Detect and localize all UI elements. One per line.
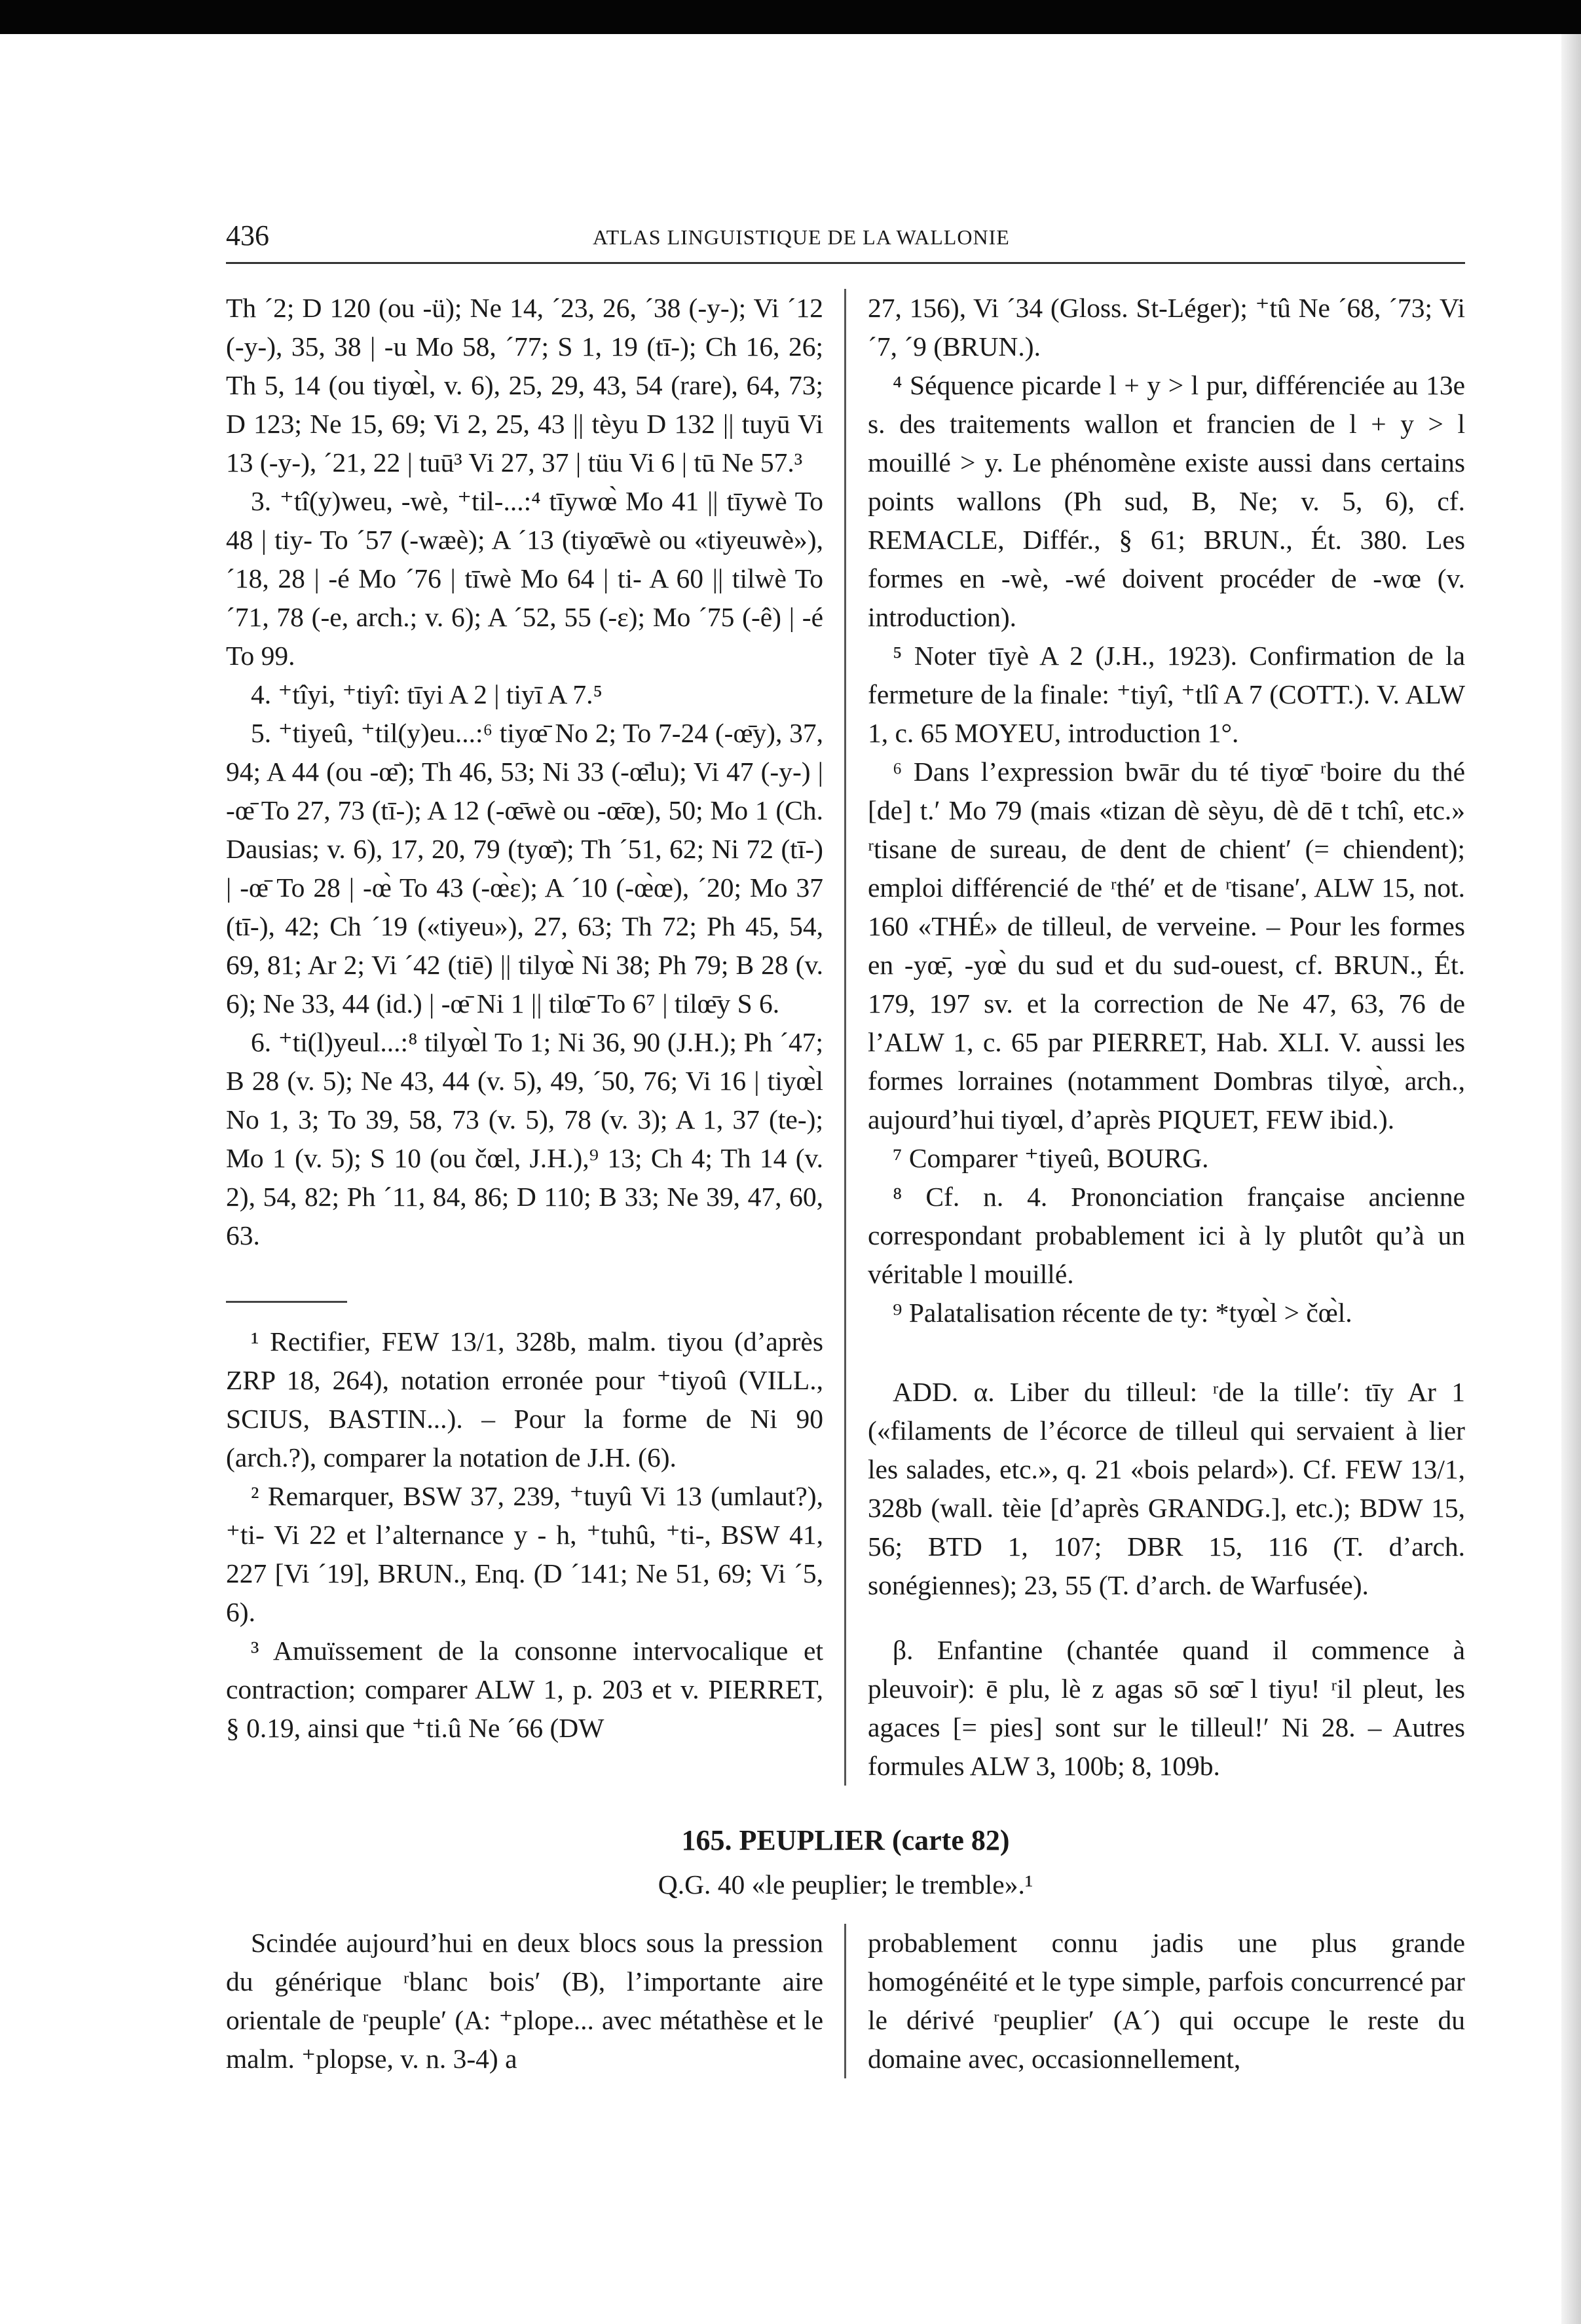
scan-right-edge-shadow [1561, 34, 1581, 2324]
right-column [868, 289, 1465, 1786]
running-header [226, 216, 1465, 264]
addition-alpha: ADD. α. Liber du tilleul: ʳde la tilleʹ: tīy Ar 1 («filaments de l’écorce de tilleul qui servaient à lier les salades, etc.», q. 21 «bois pelard»). Cf. FEW 13/1, 328b (wall. tèie [d’après GRANDG.], etc.); BDW 15, 56; BTD 1, 107; DBR 15, 116 (T. d’arch. sonégiennes); 23, 55 (T. d’arch. de Warfusée). [868, 1377, 1465, 1600]
section-title: 165. PEUPLIER (carte 82) [681, 1824, 1010, 1856]
left-paragraph-3: 4. ⁺tîyi, ⁺tiyî: tīyi A 2 | tiyī A 7.⁵ [251, 679, 603, 709]
scan-top-band [0, 0, 1581, 34]
section-left-text: Scindée aujourd’hui en deux blocs sous la pression du générique ʳblanc boisʹ (B), l’importante aire orientale de ʳpeupleʹ (A: ⁺plope... avec métathèse et le malm. ⁺plopse, v. n. 3-4) a [226, 1928, 823, 2074]
left-paragraph-1: Th ´2; D 120 (ou -ü); Ne 14, ´23, 26, ´38 (-y-); Vi ´12 (-y-), 35, 38 | -u Mo 58, ´77; S 1, 19 (tī-); Ch 16, 26; Th 5, 14 (ou tiyœ̀l, v. 6), 25, 29, 43, 54 (rare), 64, 73; D 123; Ne 15, 69; Vi 2, 25, 43 || tèyu D 132 || tuyū Vi 13 (-y-), ´21, 22 | tuū³ Vi 27, 37 | tüu Vi 6 | tū Ne 57.³ [226, 293, 823, 478]
section-left-column [226, 1924, 823, 2078]
page-number: 436 [226, 219, 269, 252]
column-divider [844, 289, 846, 1786]
footnote-5: ⁵ Noter tīyè A 2 (J.H., 1923). Confirmation de la fermeture de la finale: ⁺tiyî, ⁺tlî A 7 (COTT.). V. ALW 1, c. 65 MOYEU, introduction 1°. [868, 641, 1465, 748]
section-column-divider [844, 1924, 846, 2078]
footnote-4: ⁴ Séquence picarde l + y > l pur, différenciée au 13e s. des traitements wallon et francien de l + y > l mouillé > y. Le phénomène existe aussi dans certains points wallons (Ph sud, B, Ne; v. 5, 6), cf. REMACLE, Différ., § 61; BRUN., Ét. 380. Les formes en -wè, -wé doivent procéder de -wœ (v. introduction). [868, 370, 1465, 632]
left-paragraph-2: 3. ⁺tî(y)weu, -wè, ⁺til-...:⁴ tīywœ̀ Mo 41 || tīywè To 48 | tiy- To ´57 (-wæè); A ´13 (tiyœ̄wè ou «tiyeuwè»), ´18, 28 | -é Mo ´76 | tīwè Mo 64 | ti- A 60 || tilwè To ´71, 78 (-e, arch.; v. 6); A ´52, 55 (-ɛ); Mo ´75 (-ê) | -é To 99. [226, 486, 823, 671]
section-right-text: probablement connu jadis une plus grande homogénéité et le type simple, parfois concurrencé par le dérivé ʳpeuplierʹ (A´) qui occupe le reste du domaine avec, occasionnellement, [868, 1928, 1465, 2074]
addition-beta: β. Enfantine (chantée quand il commence à pleuvoir): ē plu, lè z agas sō sœ̄ l tiyu! ʳil pleut, les agaces [= pies] sont sur le tilleul!ʹ Ni 28. – Autres formules ALW 3, 100b; 8, 109b. [868, 1635, 1465, 1781]
footnote-2: ² Remarquer, BSW 37, 239, ⁺tuyû Vi 13 (umlaut?), ⁺ti- Vi 22 et l’alternance y - h, ⁺tuhû, ⁺ti-, BSW 41, 227 [Vi ´19], BRUN., Enq. (D ´141; Ne 51, 69; Vi ´5, 6). [226, 1481, 823, 1627]
right-paragraph-1: 27, 156), Vi ´34 (Gloss. St-Léger); ⁺tû Ne ´68, ´73; Vi ´7, ´9 (BRUN.). [868, 293, 1465, 362]
footnote-9: ⁹ Palatalisation récente de ty: *tyœ̀l > čœ̀l. [893, 1298, 1352, 1328]
footnote-8: ⁸ Cf. n. 4. Prononciation française ancienne correspondant probablement ici à ly plutôt qu’à un véritable l mouillé. [868, 1182, 1465, 1289]
two-column-body [226, 289, 1465, 1786]
running-title: ATLAS LINGUISTIQUE DE LA WALLONIE [593, 225, 1010, 249]
left-paragraph-5: 6. ⁺ti(l)yeul...:⁸ tilyœ̀l To 1; Ni 36, 90 (J.H.); Ph ´47; B 28 (v. 5); Ne 43, 44 (v. 5), 49, ´50, 76; Vi 16 | tiyœ̀l No 1, 3; To 39, 58, 73 (v. 5), 78 (v. 3); A 1, 37 (te-); Mo 1 (v. 5); S 10 (ou čœl, J.H.),⁹ 13; Ch 4; Th 14 (v. 2), 54, 82; Ph ´11, 84, 86; D 110; B 33; Ne 39, 47, 60, 63. [226, 1027, 823, 1250]
footnote-rule [226, 1301, 347, 1303]
footnote-1: ¹ Rectifier, FEW 13/1, 328b, malm. tiyou (d’après ZRP 18, 264), notation erronée pour ⁺tiyoû (VILL., SCIUS, BASTIN...). – Pour la forme de Ni 90 (arch.?), comparer la notation de J.H. (6). [226, 1326, 823, 1472]
section-body [226, 1924, 1465, 2078]
footnotes [226, 1322, 823, 1748]
footnote-3: ³ Amuïssement de la consonne intervocalique et contraction; comparer ALW 1, p. 203 et v. PIERRET, § 0.19, ainsi que ⁺ti.û Ne ´66 (DW [226, 1636, 823, 1743]
footnote-6: ⁶ Dans l’expression bwār du té tiyœ̄ ʳboire du thé [de] t.ʹ Mo 79 (mais «tizan dè sèyu, dè dē t tchî, etc.» ʳtisane de sureau, de dent de chientʹ (= chiendent); emploi différencié de ʳthéʹ et de ʳtisaneʹ, ALW 15, not. 160 «THÉ» de tilleul, de verveine. – Pour les formes en -yœ̄, -yœ̀ du sud et du sud-ouest, cf. BRUN., Ét. 179, 197 sv. et la correction de Ne 47, 63, 76 de l’ALW 1, c. 65 par PIERRET, Hab. XLI. V. aussi les formes lorraines (notamment Dombras tilyœ̀, arch., aujourd’hui tiyœl, d’après PIQUET, FEW ibid.). [868, 757, 1465, 1134]
book-page [226, 216, 1465, 2299]
left-column [226, 289, 823, 1786]
section-subtitle: Q.G. 40 «le peuplier; le tremble».¹ [658, 1869, 1033, 1900]
section-right-column [868, 1924, 1465, 2078]
footnote-7: ⁷ Comparer ⁺tiyeû, BOURG. [893, 1143, 1209, 1173]
left-paragraph-4: 5. ⁺tiyeû, ⁺til(y)eu...:⁶ tiyœ̄ No 2; To 7-24 (-œ̄y), 37, 94; A 44 (ou -œ̄); Th 46, 53; Ni 33 (-œ̄lu); Vi 47 (-y-) | -œ̄ To 27, 73 (tī-); A 12 (-œ̄wè ou -œ̄œ), 50; Mo 1 (Ch. Dausias; v. 6), 17, 20, 79 (tyœ̄); Th ´51, 62; Ni 72 (tī-) | -œ̄ To 28 | -œ̀ To 43 (-œ̀ɛ); A ´10 (-œ̀œ), ´20; Mo 37 (tī-), 42; Ch ´19 («tiyeu»), 27, 63; Th 72; Ph 45, 54, 69, 81; Ar 2; Vi ´42 (tiē) || tilyœ̀ Ni 38; Ph 79; B 28 (v. 6); Ne 33, 44 (id.) | -œ̄ Ni 1 || tilœ̄ To 6⁷ | tilœ̄y S 6. [226, 718, 823, 1019]
